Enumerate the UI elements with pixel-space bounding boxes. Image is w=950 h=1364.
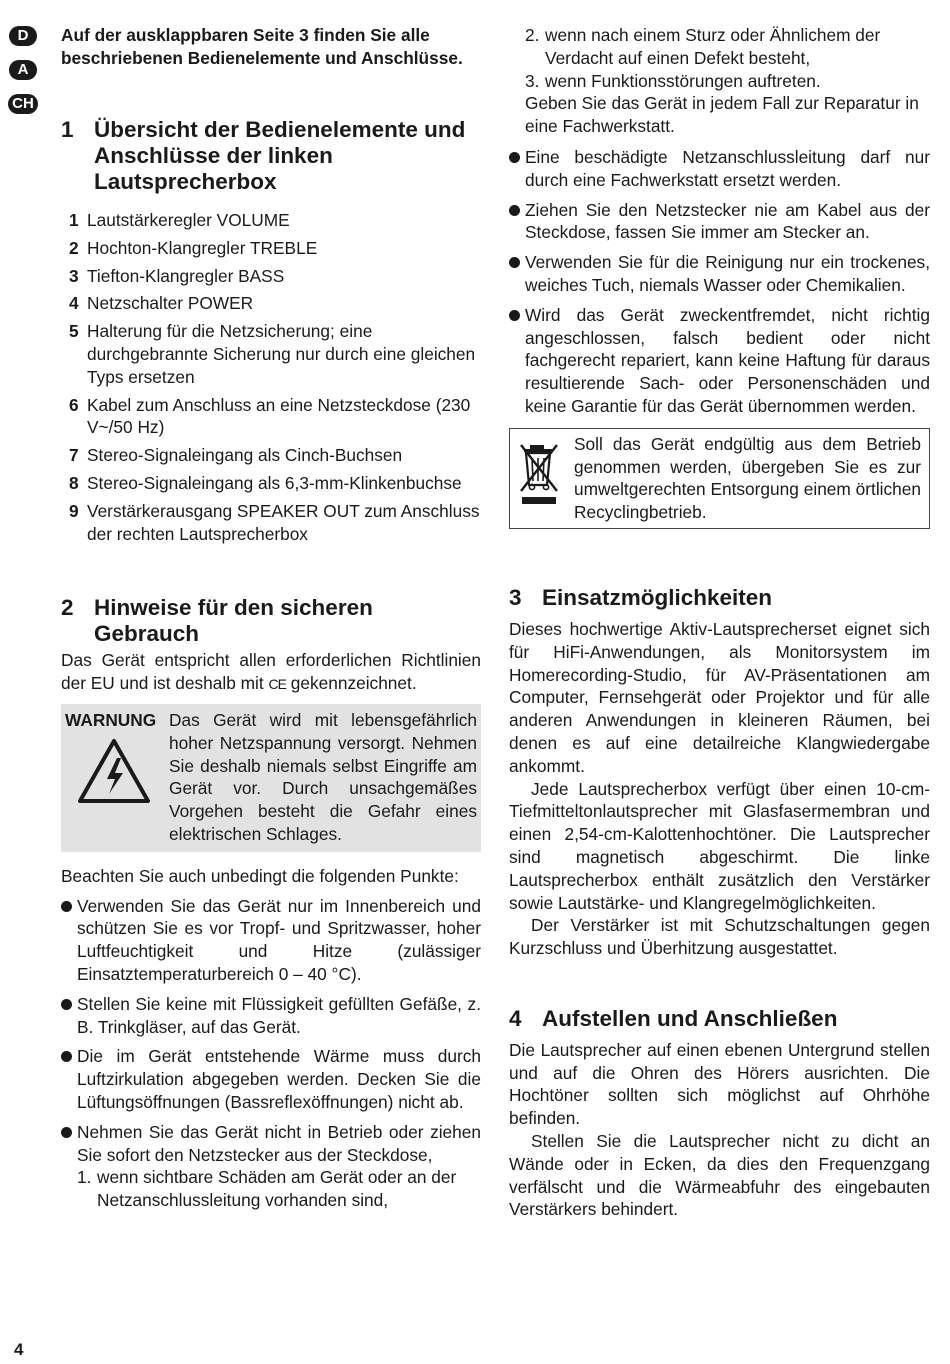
item-text: Netzschalter POWER — [87, 293, 254, 314]
paragraph: Der Verstärker ist mit Schutzschaltungen gegen Kurzschluss und Überhitzung ausgestattet. — [509, 915, 930, 959]
ce-text-before: Das Gerät entspricht allen erforderlichen Richtlinien der EU und ist deshalb mit — [61, 650, 481, 694]
lang-tab-ch: CH — [8, 94, 38, 114]
list-item — [61, 895, 481, 986]
sub-item-text: wenn Funktionsstörungen auftreten. — [545, 70, 821, 91]
warning-text: Das Gerät wird mit lebensgefährlich hoher Netzspannung versorgt. Nehmen Sie deshalb niemals selbst Eingriffe am Gerät vor. Durch unsachgemäßes Vorgehen besteht die Gefahr eines elektrischen Schlages. — [169, 709, 477, 844]
section4-number: 4 — [509, 1005, 522, 1031]
sub-item-text: wenn sichtbare Schäden am Gerät oder an der Netzanschlussleitung vorhanden sind, — [97, 1167, 457, 1211]
item-number: 1 — [69, 210, 79, 230]
bullet-icon — [61, 993, 77, 1039]
item-text: Stereo-Signaleingang als Cinch-Buchsen — [87, 445, 403, 466]
lang-tab-d: D — [9, 26, 37, 46]
sub-item — [509, 70, 930, 93]
left-column — [61, 24, 481, 1212]
bullet-text: Die im Gerät entstehende Wärme muss durch Luftzirkulation abgegeben werden. Decken Sie die Lüftungsöffnungen (Bassreflexöffnungen) nicht ab. — [77, 1046, 481, 1112]
item-text: Hochton-Klangregler TREBLE — [87, 237, 318, 258]
item-text: Lautstärkeregler VOLUME — [87, 210, 290, 230]
bullet-icon — [509, 199, 525, 245]
safety-bullets — [61, 895, 481, 1212]
list-item — [61, 444, 481, 467]
list-item — [61, 500, 481, 546]
bullet-text: Eine beschädigte Netzanschlussleitung darf nur durch eine Fachwerkstatt ersetzt werden. — [525, 146, 930, 190]
ce-paragraph — [61, 649, 481, 696]
section3-body — [509, 618, 930, 960]
paragraph: Die Lautsprecher auf einen ebenen Untergrund stellen und auf die Ohren des Hörers ausrichten. Die Hochtöner sollten sich möglichst auf Ohrhöhe befinden. — [509, 1039, 930, 1129]
list-item — [61, 993, 481, 1039]
item-text: Halterung für die Netzsicherung; eine durchgebrannte Sicherung nur durch eine gleichen Typs ersetzen — [87, 321, 476, 387]
bullet-text: Verwenden Sie für die Reinigung nur ein trockenes, weiches Tuch, niemals Wasser oder Chemikalien. — [525, 252, 930, 295]
item-number: 6 — [69, 394, 79, 415]
sub-item-text: wenn nach einem Sturz oder Ähnlichem der Verdacht auf einen Defekt besteht, — [545, 25, 881, 68]
bullet-icon — [509, 251, 525, 297]
warning-box — [61, 704, 481, 852]
item-text: Verstärkerausgang SPEAKER OUT zum Anschluss der rechten Lautsprecherbox — [87, 500, 480, 544]
bullet-text: Verwenden Sie das Gerät nur im Innenbereich und schützen Sie es vor Tropf- und Spritzwasser, hoher Luftfeuchtigkeit und Hitze (zulässiger Einsatztemperaturbereich 0 – 40 °C). — [77, 895, 481, 984]
bullet-text: Ziehen Sie den Netzstecker nie am Kabel aus der Steckdose, fassen Sie immer am Stecker an. — [525, 199, 930, 243]
item-number: 5 — [69, 321, 79, 342]
list-item — [509, 304, 930, 418]
paragraph: Stellen Sie die Lautsprecher nicht zu dicht an Wände oder in Ecken, da dies den Frequenzgang verfälscht und die Wärmeabfuhr des eingebauten Verstärkers behindert. — [509, 1131, 930, 1220]
section3-number: 3 — [509, 584, 522, 610]
bullet-icon — [61, 1045, 77, 1113]
bullet-text: Wird das Gerät zweckentfremdet, nicht richtig angeschlossen, falsch bedient oder nicht fachgerecht repariert, kann keine Haftung für daraus resultierende Sach- oder Personenschäden und keine Garantie für das Gerät übernommen werden. — [525, 304, 930, 416]
paragraph: Jede Lautsprecherbox verfügt über einen 10-cm-Tiefmitteltonlautsprecher mit Glasfasermembran und einen 2,54-cm-Kalottenhochtöner. Die Lautsprecher sind magnetisch abgeschirmt. Die linke Lautsprecherbox enthält zusätzlich den Verstärker sowie Lautstärke- und Klangregelmöglichkeiten. — [509, 778, 930, 913]
section1-number: 1 — [61, 117, 74, 142]
bullet-icon — [61, 895, 77, 986]
section3-heading — [509, 585, 930, 611]
list-item — [61, 209, 481, 232]
item-text: Tiefton-Klangregler BASS — [87, 265, 285, 286]
bullet-text: Nehmen Sie das Gerät nicht in Betrieb oder ziehen Sie sofort den Netzstecker aus der Steckdose, — [77, 1121, 481, 1165]
sub-item — [61, 1166, 481, 1212]
list-item — [61, 320, 481, 388]
sub-item-number: 2. — [525, 25, 540, 45]
beachten-text: Beachten Sie auch unbedingt die folgenden Punkte: — [61, 865, 459, 886]
sub-item-number: 3. — [525, 70, 540, 91]
recycling-text: Soll das Gerät endgültig aus dem Betrieb genommen werden, übergeben Sie es zur umweltgerechten Entsorgung einem örtlichen Recyclingbetrieb. — [574, 433, 921, 523]
section1-heading — [61, 117, 481, 195]
lang-tab-a: A — [9, 60, 37, 80]
list-item — [509, 146, 930, 192]
list-item — [509, 199, 930, 245]
item-number: 7 — [69, 445, 79, 466]
bullet-text: Stellen Sie keine mit Flüssigkeit gefüllten Gefäße, z. B. Trinkgläser, auf das Gerät. — [77, 993, 481, 1037]
warning-label: WARNUNG — [65, 709, 157, 730]
item-number: 8 — [69, 472, 79, 493]
warning-left — [65, 709, 169, 846]
section1-title: Übersicht der Bedienelemente und Anschlüsse der linken Lautsprecherbox — [94, 117, 466, 194]
item-text: Kabel zum Anschluss an eine Netzsteckdose (230 V~/50 Hz) — [87, 394, 471, 438]
section4-title: Aufstellen und Anschließen — [542, 1005, 838, 1031]
section4-heading — [509, 1006, 930, 1032]
section3-title: Einsatzmöglichkeiten — [542, 584, 773, 610]
list-item — [61, 1121, 481, 1167]
sub-item — [509, 24, 930, 70]
page-number: 4 — [14, 1340, 24, 1359]
repair-note: Geben Sie das Gerät in jedem Fall zur Reparatur in eine Fachwerkstatt. — [525, 93, 919, 137]
item-number: 3 — [69, 265, 79, 286]
section2-title: Hinweise für den sicheren Gebrauch — [94, 595, 373, 647]
item-number: 2 — [69, 237, 79, 258]
paragraph: Dieses hochwertige Aktiv-Lautsprecherset eignet sich für HiFi-Anwendungen, als Monitorsystem im Homerecording-Studio, für AV-Präsentationen am Computer, Fernsehgerät oder Projektor und für alle anderen Anwendungen in kleineren Räumen, bei denen es auf eine detailreiche Klangwiedergabe ankommt. — [509, 618, 930, 776]
intro-text: Auf der ausklappbaren Seite 3 finden Sie alle beschriebenen Bedienelemente und Anschlüsse. — [61, 25, 463, 68]
item-number: 4 — [69, 293, 79, 314]
bullet-icon — [509, 146, 525, 192]
list-item — [61, 292, 481, 315]
list-item — [61, 1045, 481, 1113]
list-item — [509, 251, 930, 297]
recycling-bin-icon — [518, 433, 574, 524]
section2-number: 2 — [61, 595, 74, 621]
section4-body — [509, 1039, 930, 1221]
section2-heading — [61, 595, 481, 647]
item-text: Stereo-Signaleingang als 6,3-mm-Klinkenbuchse — [87, 472, 462, 493]
recycling-box — [509, 428, 930, 529]
ce-mark-icon: CE — [268, 676, 286, 693]
list-item — [61, 237, 481, 260]
high-voltage-icon — [77, 738, 151, 804]
bullet-icon — [509, 304, 525, 418]
bullet-icon — [61, 1121, 77, 1167]
ce-text-after: gekennzeichnet. — [290, 673, 417, 694]
controls-list — [61, 209, 481, 545]
sub-item-number: 1. — [77, 1167, 92, 1188]
list-item — [61, 394, 481, 440]
list-item — [61, 265, 481, 288]
item-number: 9 — [69, 500, 79, 521]
right-column — [509, 24, 930, 1221]
list-item — [61, 472, 481, 495]
